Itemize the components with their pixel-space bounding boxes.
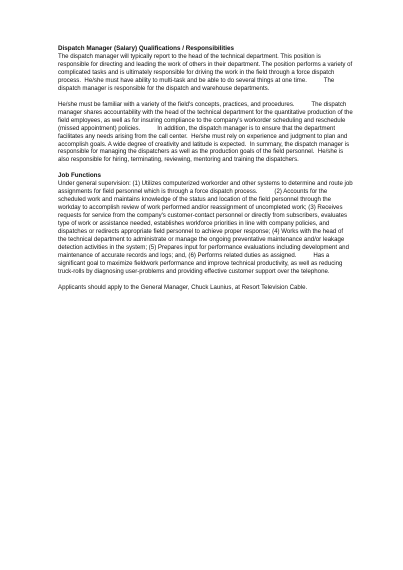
job-functions-paragraph: Under general supervision: (1) Utilizes computerized workorder and other systems to determine and route job assignments for field personnel which is through a force dispatch process. (2) Accounts for the scheduled work and maintains knowledge of the status and location of the field personnel through the workday to accomplish review of work performed and/or reassignment of uncompleted work; (3) Receives requests for service from the company's customer-contact personnel or directly from subscribers, evaluates type of work or assistance needed, establishes workforce priorities in line with company policies, and dispatches or redirects appropriate field personnel to achieve proper response; (4) Works with the head of the technical department to administrate or manage the ongoing preventative maintenance and/or leakage detection activities in the system; (5) Prepares input for performance evaluations including development and maintenance of accurate records and logs; and, (6) Performs related duties as assigned. Has a significant goal to maximize fieldwork performance and improve technical productivity, as well as reducing truck-rolls by diagnosing user-problems and providing effective customer support over the telephone.: [58, 180, 355, 275]
paragraph-spacer: [58, 164, 353, 172]
paragraph-spacer: [58, 93, 353, 101]
document-title: Dispatch Manager (Salary) Qualifications / Responsibilities: [58, 45, 235, 52]
job-functions-heading: Job Functions: [58, 172, 102, 180]
responsibilities-paragraph: He/she must be familiar with a variety of the field's concepts, practices, and procedures. The dispatch manager shares accountability with the head of the technical department for the quantitative production of the field employees, as well as for insuring compliance to the company's workorder scheduling and reschedule (missed appointment) policies. In addition, the dispatch manager is to ensure that the department facilitates any needs arising from the call center. He/she must rely on experience and judgment to plan and accomplish goals. A wide degree of creativity and latitude is expected. In summary, the dispatch manager is responsible for managing the dispatchers as well as the production goals of the field personnel. He/she is also responsible for hiring, terminating, reviewing, mentoring and training the dispatchers.: [58, 100, 355, 164]
paragraph-spacer: [58, 276, 353, 284]
closing-paragraph: Applicants should apply to the General Manager, Chuck Launius, at Resort Television Cable.: [58, 283, 308, 291]
intro-paragraph: The dispatch manager will typically report to the head of the technical department. This position is responsible for directing and leading the work of others in their department. The position performs a variety of complicated tasks and is ultimately responsible for driving the work in the field through a force dispatch process. He/she must have ability to multi-task and be able to do several things at one time. The dispatch manager is responsible for the dispatch and warehouse departments.: [58, 53, 354, 92]
